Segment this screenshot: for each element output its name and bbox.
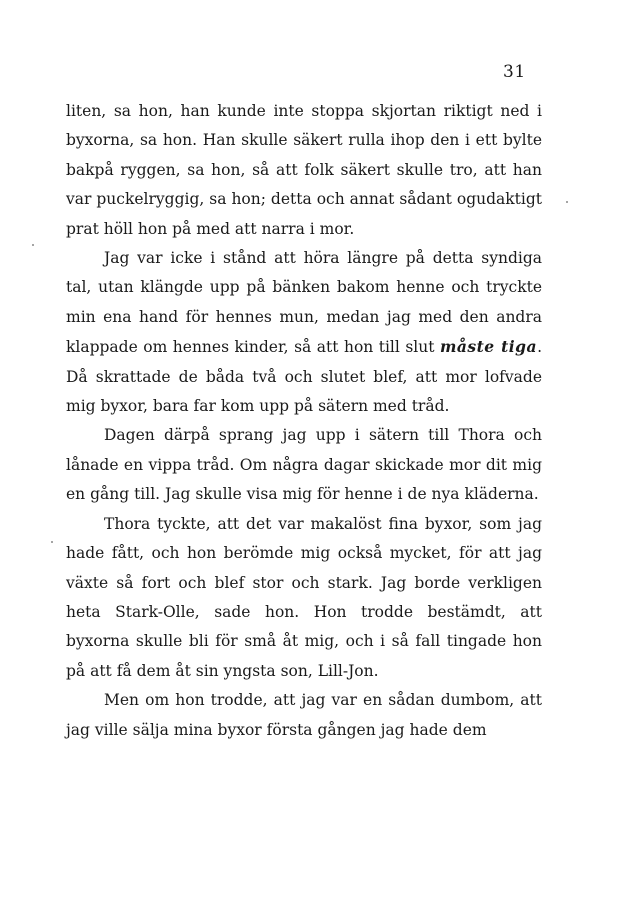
print-speck <box>51 541 53 543</box>
paragraph-2-emphasis: måste tiga <box>439 337 538 357</box>
page-number: 31 <box>503 62 526 82</box>
print-speck <box>32 244 34 246</box>
paragraph-3: Dagen därpå sprang jag upp i sätern till Thora och lånade en vippa tråd. Om några dagar skickade mor dit mig en gång till. Jag skulle visa mig för henne i de nya kläderna. <box>66 426 542 504</box>
paragraph-4: Thora tyckte, att det var makalöst fina byxor, som jag hade fått, och hon berömde mig också mycket, för att jag växte så fort och blef stor och stark. Jag borde verkligen heta Stark-Olle, sade hon. Hon trodde bestämdt, att byxorna skulle bli för små åt mig, och i så fall tingade hon på att få dem åt sin yngsta son, Lill-Jon. <box>66 514 542 680</box>
print-speck <box>566 201 568 203</box>
paragraph-1: liten, sa hon, han kunde inte stoppa skjortan riktigt ned i byxorna, sa hon. Han skulle säkert rulla ihop den i ett bylte bakpå ryggen, sa hon, så att folk säkert skulle tro, att han var puckelryggig, sa hon; detta och annat sådant ogudaktigt prat höll hon på med att narra i mor. <box>66 102 542 238</box>
paragraph-2-text-after: . Då skrattade de båda två och slutet blef, att mor lofvade mig byxor, bara far kom upp på sätern med tråd. <box>66 338 542 416</box>
text-body <box>66 97 542 745</box>
paragraph-2 <box>66 244 542 421</box>
paragraph-5: Men om hon trodde, att jag var en sådan dumbom, att jag ville sälja mina byxor första gången jag hade dem <box>66 691 542 739</box>
paragraph-2-text-before: Jag var icke i stånd att höra längre på detta syndiga tal, utan klängde upp på bänken bakom henne och tryckte min ena hand för hennes mun, medan jag med den andra klappade om hennes kinder, så att hon till slut <box>66 249 542 357</box>
